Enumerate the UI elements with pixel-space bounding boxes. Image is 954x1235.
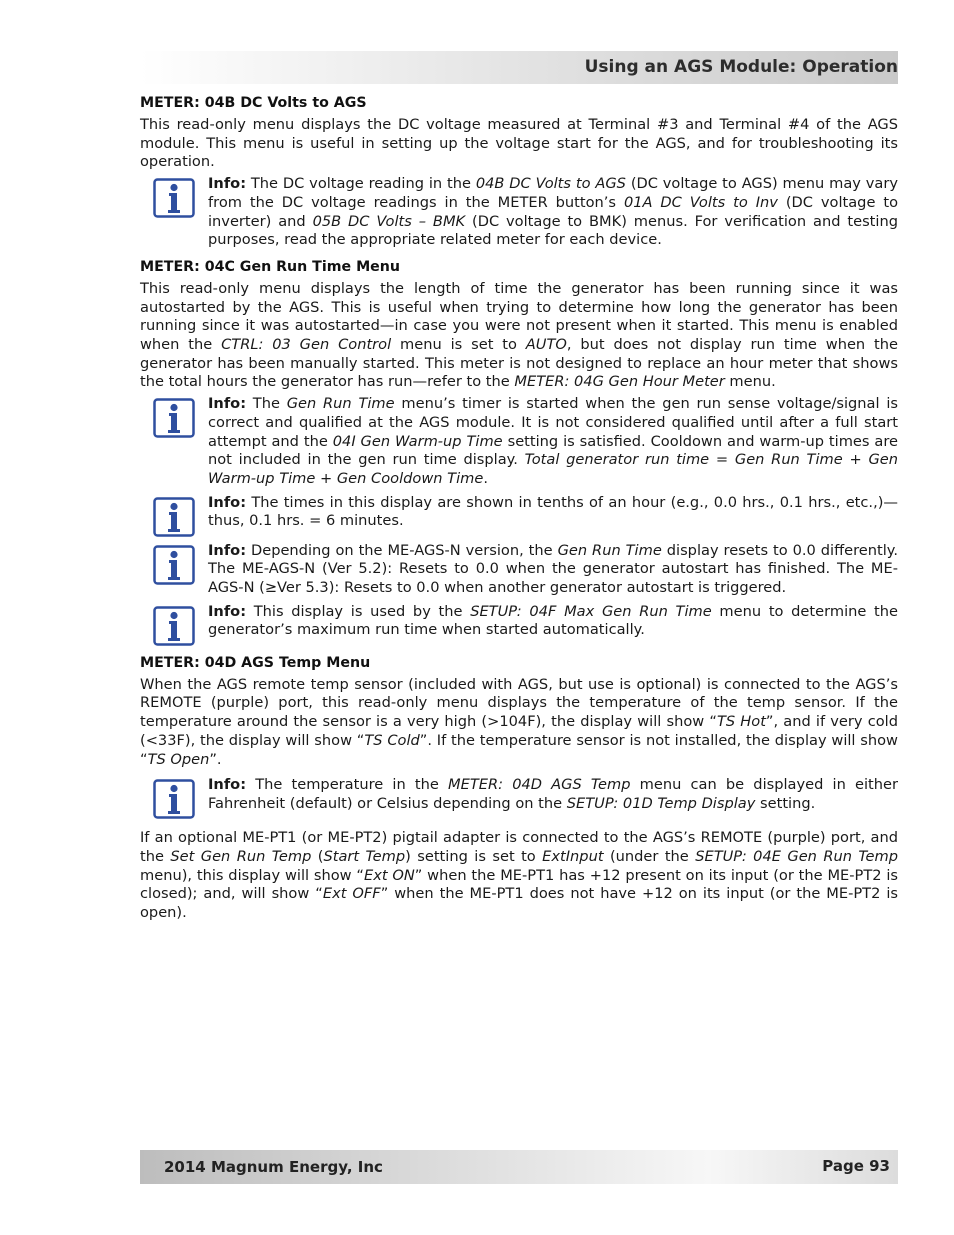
- page-footer: [140, 1150, 898, 1184]
- info-label: Info:: [208, 602, 247, 620]
- info-label: Info:: [208, 175, 247, 193]
- info-icon: [140, 545, 208, 585]
- info-note: [140, 541, 898, 598]
- section-heading-04d: METER: 04D AGS Temp Menu: [140, 654, 371, 671]
- page-content: [140, 94, 898, 929]
- info-note: [140, 175, 898, 250]
- section-04b-paragraph: This read-only menu displays the DC voltage measured at Terminal #3 and Terminal #4 of the AGS module. This menu is useful in setting up the voltage start for the AGS, and for troubleshooting its operation.: [140, 116, 898, 171]
- info-note-text: Info: This display is used by the SETUP: 04F Max Gen Run Time menu to determine the generator’s maximum run time when started automatically.: [208, 602, 898, 639]
- header-title: Using an AGS Module: Operation: [584, 57, 898, 77]
- section-04c-paragraph: This read-only menu displays the length of time the generator has been running since it was autostarted by the AGS. This is useful when trying to determine how long the generator has been running since it was autostarted—in case you were not present when it started. This menu is enabled when the CTRL: 03 Gen Control menu is set to AUTO, but does not display run time when the generator has been manually started. This meter is not designed to replace an hour meter that shows the total hours the generator has run—refer to the METER: 04G Gen Hour Meter menu.: [140, 279, 898, 391]
- info-note-text: Info: The Gen Run Time menu’s timer is started when the gen run sense voltage/signal is correct and qualified at the AGS module. It is not considered qualified until after a full start attempt and the 04I Gen Warm-up Time setting is satisfied. Cooldown and warm-up times are not included in the gen run time display. Total generator run time = Gen Run Time + Gen Warm-up Time + Gen Cooldown Time.: [208, 395, 899, 487]
- info-icon: [140, 606, 208, 646]
- info-note-text: Info: The temperature in the METER: 04D AGS Temp menu can be displayed in either Fahrenheit (default) or Celsius depending on the SETUP: 01D Temp Display setting.: [208, 776, 898, 812]
- section-04d-paragraph-2: If an optional ME-PT1 (or ME-PT2) pigtail adapter is connected to the AGS’s REMOTE (purple) port, and the Set Gen Run Temp (Start Temp) setting is set to ExtInput (under the SETUP: 04E Gen Run Temp menu), this display will show “Ext ON” when the ME-PT1 has +12 present on its input (or the ME-PT2 is closed); and, will show “Ext OFF” when the ME-PT1 does not have +12 on its input (or the ME-PT2 is open).: [140, 829, 899, 922]
- info-label: Info:: [208, 776, 247, 794]
- info-note: [140, 493, 898, 537]
- section-04d-paragraph: When the AGS remote temp sensor (included with AGS, but use is optional) is connected to the AGS’s REMOTE (purple) port, this read-only menu displays the temperature of the temp sensor. If the temperature around the sensor is a very high (>104F), the display will show “TS Hot”, and if very cold (<33F), the display will show “TS Cold”. If the temperature sensor is not installed, the display will show “TS Open”.: [140, 675, 898, 768]
- info-icon: [140, 779, 208, 819]
- page-header: [140, 51, 898, 84]
- section-heading-04b: METER: 04B DC Volts to AGS: [140, 95, 367, 111]
- info-icon: [140, 497, 208, 537]
- info-note: [140, 602, 898, 646]
- info-label: Info:: [208, 493, 247, 511]
- info-note-text: Info: The times in this display are shown in tenths of an hour (e.g., 0.0 hrs., 0.1 hrs., etc.,)—thus, 0.1 hrs. = 6 minutes.: [208, 493, 898, 530]
- section-heading-04c: METER: 04C Gen Run Time Menu: [140, 258, 401, 275]
- info-icon: [140, 178, 208, 218]
- info-label: Info:: [208, 541, 247, 559]
- footer-page-number: Page 93: [822, 1157, 890, 1175]
- info-label: Info:: [208, 395, 247, 413]
- info-note: [140, 776, 898, 819]
- info-note-text: Info: The DC voltage reading in the 04B DC Volts to AGS (DC voltage to AGS) menu may vary from the DC voltage readings in the METER button’s 01A DC Volts to Inv (DC voltage to inverter) and 05B DC Volts – BMK (DC voltage to BMK) menus. For verification and testing purposes, read the appropriate related meter for each device.: [208, 175, 898, 249]
- footer-copyright: 2014 Magnum Energy, Inc: [164, 1158, 383, 1176]
- info-note: [140, 395, 899, 489]
- info-note-text: Info: Depending on the ME-AGS-N version, the Gen Run Time display resets to 0.0 differently. The ME-AGS-N (Ver 5.2): Resets to 0.0 when the generator autostart has finished. The ME-AGS-N (≥Ver 5.3): Resets to 0.0 when another generator autostart is triggered.: [208, 541, 898, 597]
- info-icon: [140, 398, 208, 438]
